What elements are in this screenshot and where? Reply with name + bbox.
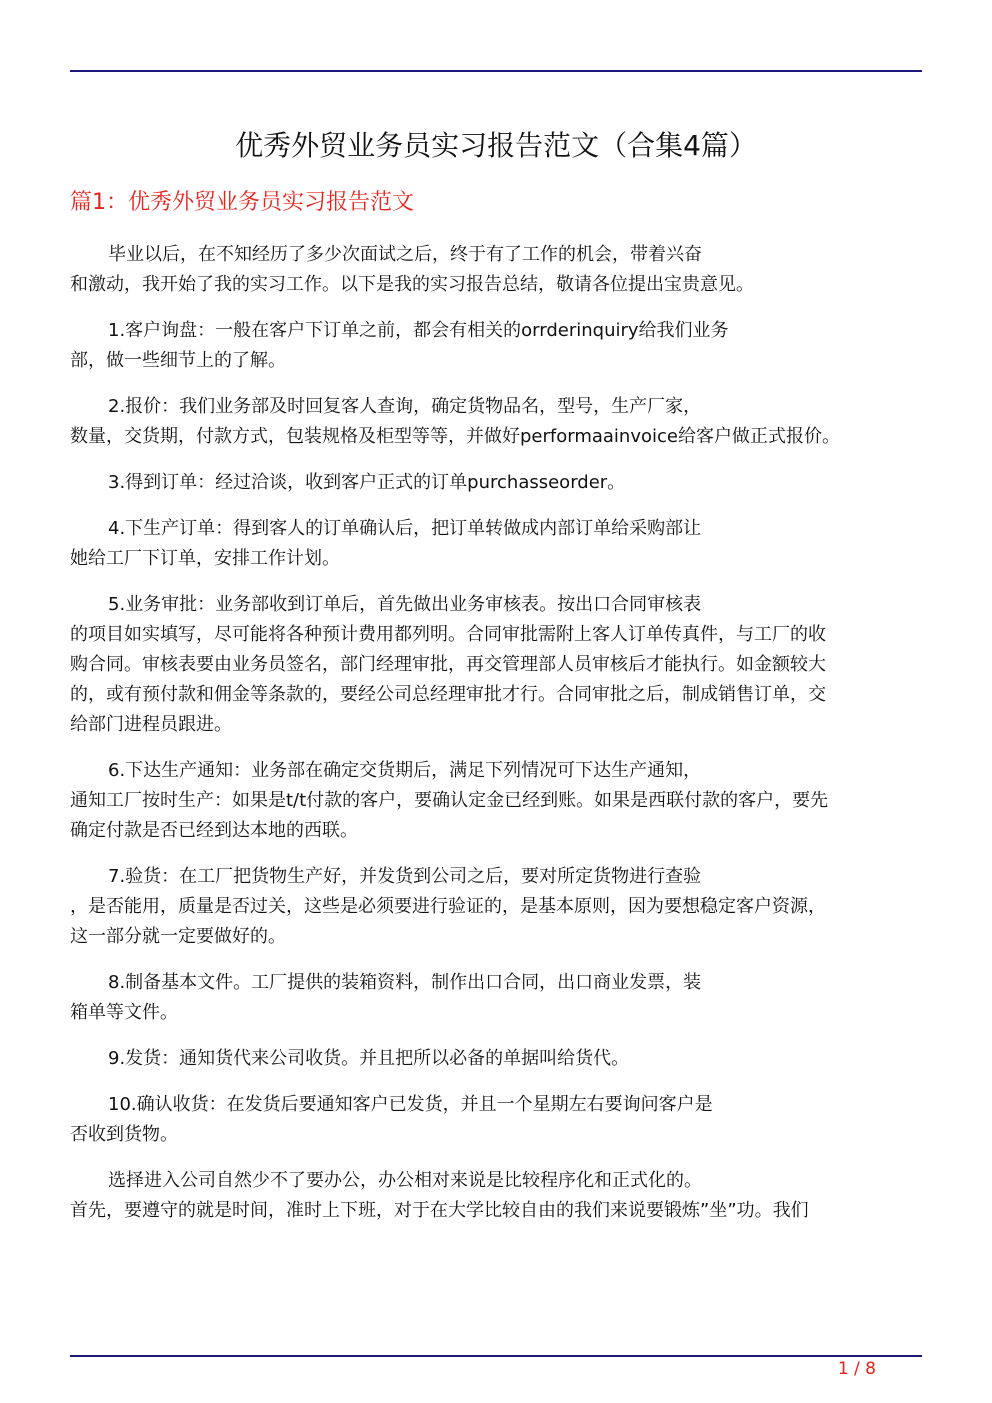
paragraph-3 — [70, 392, 920, 452]
paragraph-2 — [70, 316, 920, 376]
footer-rule — [70, 1355, 922, 1357]
paragraph-7 — [70, 756, 920, 846]
paragraph-12 — [70, 1166, 920, 1226]
paragraph-line: 1.客户询盘：一般在客户下订单之前，都会有相关的orrderinquiry给我们业务 — [108, 320, 729, 341]
paragraph-line: 数量，交货期，付款方式，包装规格及柜型等等，并做好performaainvoice给客户做正式报价。 — [70, 426, 840, 447]
paragraph-line: 确定付款是否已经到达本地的西联。 — [70, 820, 358, 841]
paragraph-line: ，是否能用，质量是否过关，这些是必须要进行验证的，是基本原则，因为要想稳定客户资源， — [70, 896, 826, 917]
paragraph-11 — [70, 1090, 920, 1150]
paragraph-line: 5.业务审批：业务部收到订单后，首先做出业务审核表。按出口合同审核表 — [108, 594, 702, 615]
paragraph-6 — [70, 590, 920, 740]
paragraph-8 — [70, 862, 920, 952]
paragraph-line: 这一部分就一定要做好的。 — [70, 926, 286, 947]
paragraph-line: 毕业以后，在不知经历了多少次面试之后，终于有了工作的机会，带着兴奋 — [108, 244, 702, 265]
paragraph-line: 的，或有预付款和佣金等条款的，要经公司总经理审批才行。合同审批之后，制成销售订单，交 — [70, 684, 826, 705]
paragraph-line: 7.验货：在工厂把货物生产好，并发货到公司之后，要对所定货物进行查验 — [108, 866, 702, 887]
paragraph-line: 10.确认收货：在发货后要通知客户已发货，并且一个星期左右要询问客户是 — [108, 1094, 713, 1115]
paragraph-line: 3.得到订单：经过洽谈，收到客户正式的订单purchasseorder。 — [108, 472, 626, 493]
section-heading: 篇1：优秀外贸业务员实习报告范文 — [70, 190, 414, 215]
paragraph-5 — [70, 514, 920, 574]
paragraph-line: 部，做一些细节上的了解。 — [70, 350, 286, 371]
paragraph-line: 通知工厂按时生产：如果是t/t付款的客户，要确认定金已经到账。如果是西联付款的客户，要先 — [70, 790, 829, 811]
page-number: 1 / 8 — [837, 1359, 876, 1379]
paragraph-line: 9.发货：通知货代来公司收货。并且把所以必备的单据叫给货代。 — [108, 1048, 630, 1069]
document-title: 优秀外贸业务员实习报告范文（合集4篇） — [235, 129, 757, 162]
paragraph-line: 购合同。审核表要由业务员签名，部门经理审批，再交管理部人员审核后才能执行。如金额较大 — [70, 654, 826, 675]
document-body — [70, 240, 920, 1242]
paragraph-line: 箱单等文件。 — [70, 1002, 178, 1023]
header-rule — [70, 70, 922, 72]
paragraph-line: 否收到货物。 — [70, 1124, 178, 1145]
paragraph-line: 首先，要遵守的就是时间，准时上下班，对于在大学比较自由的我们来说要锻炼”坐”功。我们 — [70, 1200, 809, 1221]
paragraph-10 — [70, 1044, 920, 1074]
paragraph-9 — [70, 968, 920, 1028]
paragraph-line: 6.下达生产通知：业务部在确定交货期后，满足下列情况可下达生产通知， — [108, 760, 702, 781]
paragraph-line: 4.下生产订单：得到客人的订单确认后，把订单转做成内部订单给采购部让 — [108, 518, 702, 539]
paragraph-line: 她给工厂下订单，安排工作计划。 — [70, 548, 340, 569]
paragraph-1 — [70, 240, 920, 300]
paragraph-line: 选择进入公司自然少不了要办公，办公相对来说是比较程序化和正式化的。 — [108, 1170, 702, 1191]
paragraph-4 — [70, 468, 920, 498]
paragraph-line: 2.报价：我们业务部及时回复客人查询，确定货物品名，型号，生产厂家， — [108, 396, 702, 417]
paragraph-line: 8.制备基本文件。工厂提供的装箱资料，制作出口合同，出口商业发票，装 — [108, 972, 702, 993]
paragraph-line: 给部门进程员跟进。 — [70, 714, 232, 735]
paragraph-line: 的项目如实填写，尽可能将各种预计费用都列明。合同审批需附上客人订单传真件，与工厂的收 — [70, 624, 826, 645]
paragraph-line: 和激动，我开始了我的实习工作。以下是我的实习报告总结，敬请各位提出宝贵意见。 — [70, 274, 754, 295]
